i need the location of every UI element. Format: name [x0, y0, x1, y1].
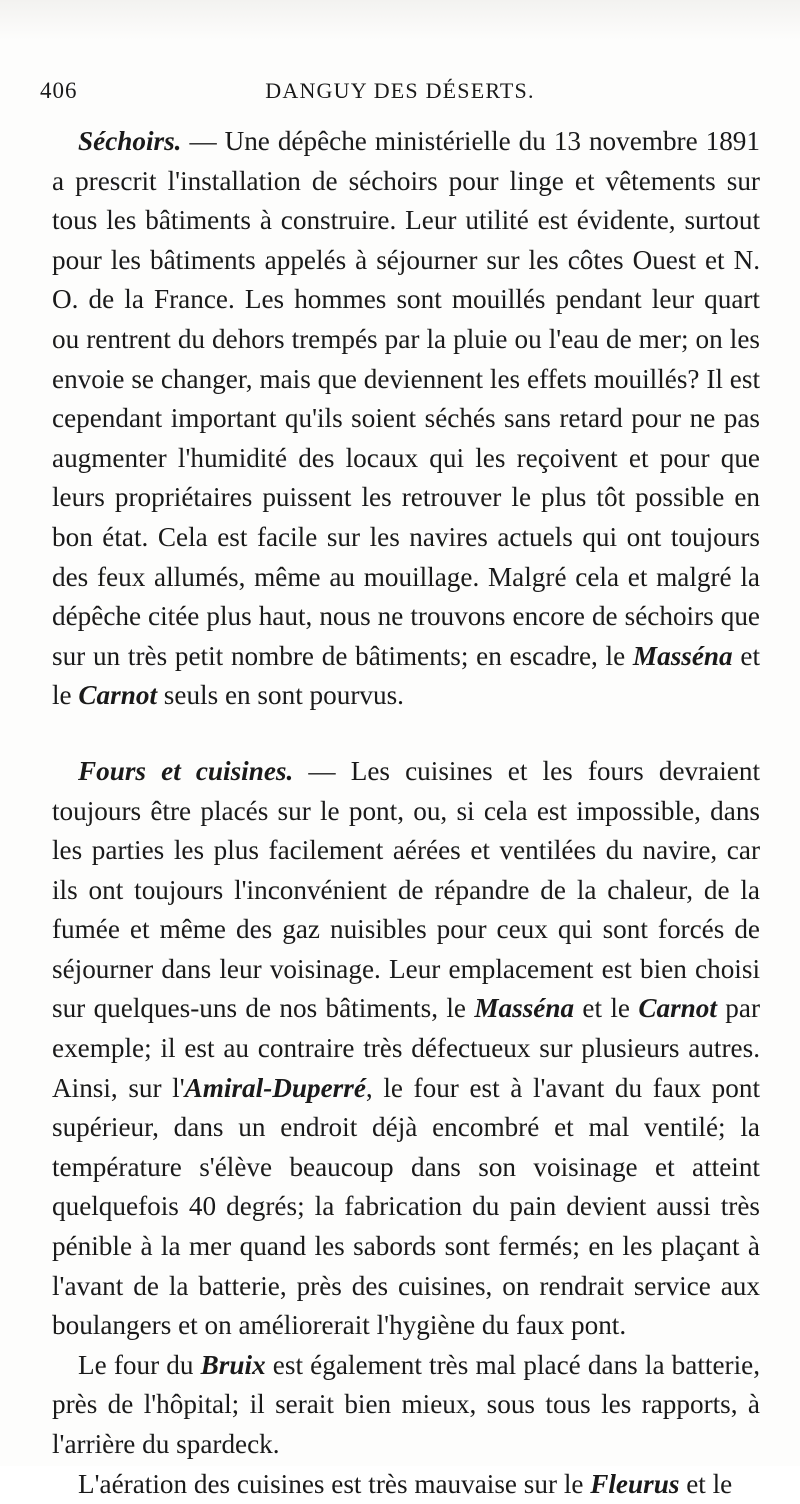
- ship-name: Carnot: [638, 993, 717, 1024]
- paragraph-sechoirs: [52, 122, 760, 716]
- text-segment: — Les cuisines et les fours devraient toujours être placés sur le pont, ou, si cela est impossible, dans les parties les plus facilement aérées et ventilées du navire, car ils ont toujours l'inconvénient de répandre de la chaleur, de la fumée et même des gaz nuisibles pour ceux qui sont forcés de séjourner dans leur voisinage. Leur emplacement est bien choisi sur quelques-uns de nos bâtiments, le: [52, 755, 760, 1024]
- text-segment: seuls en sont pourvus.: [157, 680, 404, 711]
- text-segment: et le: [574, 993, 639, 1024]
- ship-name: Carnot: [78, 680, 157, 711]
- text-segment: , le four est à l'avant du faux pont supérieur, dans un endroit déjà encombré et mal ventilé; la température s'élève beaucoup dans son voisinage et atteint quelquefois 40 degrés; la fabrication du pain devient aussi très pénible à la mer quand les sabords sont fermés; en les plaçant à l'avant de la batterie, près des cuisines, on rendrait service aux boulangers et on améliorerait l'hygiène du faux pont.: [52, 1072, 760, 1341]
- page-header: [40, 70, 760, 110]
- ship-name: Amiral-Duperré: [184, 1072, 366, 1103]
- section-title-fours: Fours et cuisines.: [78, 755, 294, 786]
- text-segment: est également très mal placé dans la batterie, près de l'hôpital; il serait bien mieux, sous tous les rapports, à l'arrière du spardeck.: [52, 1349, 760, 1459]
- paragraph-bruix: [52, 1346, 760, 1465]
- paragraph-fours: [52, 752, 760, 1346]
- text-segment: et le: [679, 1468, 733, 1499]
- ship-name: Fleurus: [590, 1468, 680, 1499]
- ship-name: Masséna: [632, 640, 733, 671]
- scan-edge-shading: [0, 0, 800, 40]
- paragraph-aeration: [52, 1465, 760, 1504]
- ship-name: Masséna: [474, 993, 575, 1024]
- text-segment: par exemple; il est au contraire très défectueux sur plusieurs autres. Ainsi, sur l': [52, 993, 761, 1103]
- running-head: DANGUY DES DÉSERTS.: [265, 78, 535, 103]
- page-number: 406: [40, 78, 78, 103]
- text-segment: — Une dépêche ministérielle du 13 novembre 1891 a prescrit l'installation de séchoirs pour linge et vêtements sur tous les bâtiments à construire. Leur utilité est évidente, surtout pour les bâtiments appelés à séjourner sur les côtes Ouest et N. O. de la France. Les hommes sont mouillés pendant leur quart ou rentrent du dehors trempés par la pluie ou l'eau de mer; on les envoie se changer, mais que deviennent les effets mouillés? Il est cependant important qu'ils soient séchés sans retard pour ne pas augmenter l'humidité des locaux qui les reçoivent et pour que leurs propriétaires puissent les retrouver le plus tôt possible en bon état. Cela est facile sur les navires actuels qui ont toujours des feux allumés, même au mouillage. Malgré cela et malgré la dépêche citée plus haut, nous ne trouvons encore de séchoirs que sur un très petit nombre de bâtiments; en escadre, le: [52, 126, 760, 671]
- text-segment: L'aération des cuisines est très mauvaise sur le: [78, 1468, 591, 1499]
- text-segment: Le four du: [78, 1349, 201, 1380]
- section-title-sechoirs: Séchoirs.: [78, 126, 182, 156]
- ship-name: Bruix: [200, 1349, 266, 1380]
- page-body: [52, 122, 760, 1504]
- section-gap: [52, 716, 760, 752]
- text-segment: et le: [52, 640, 760, 711]
